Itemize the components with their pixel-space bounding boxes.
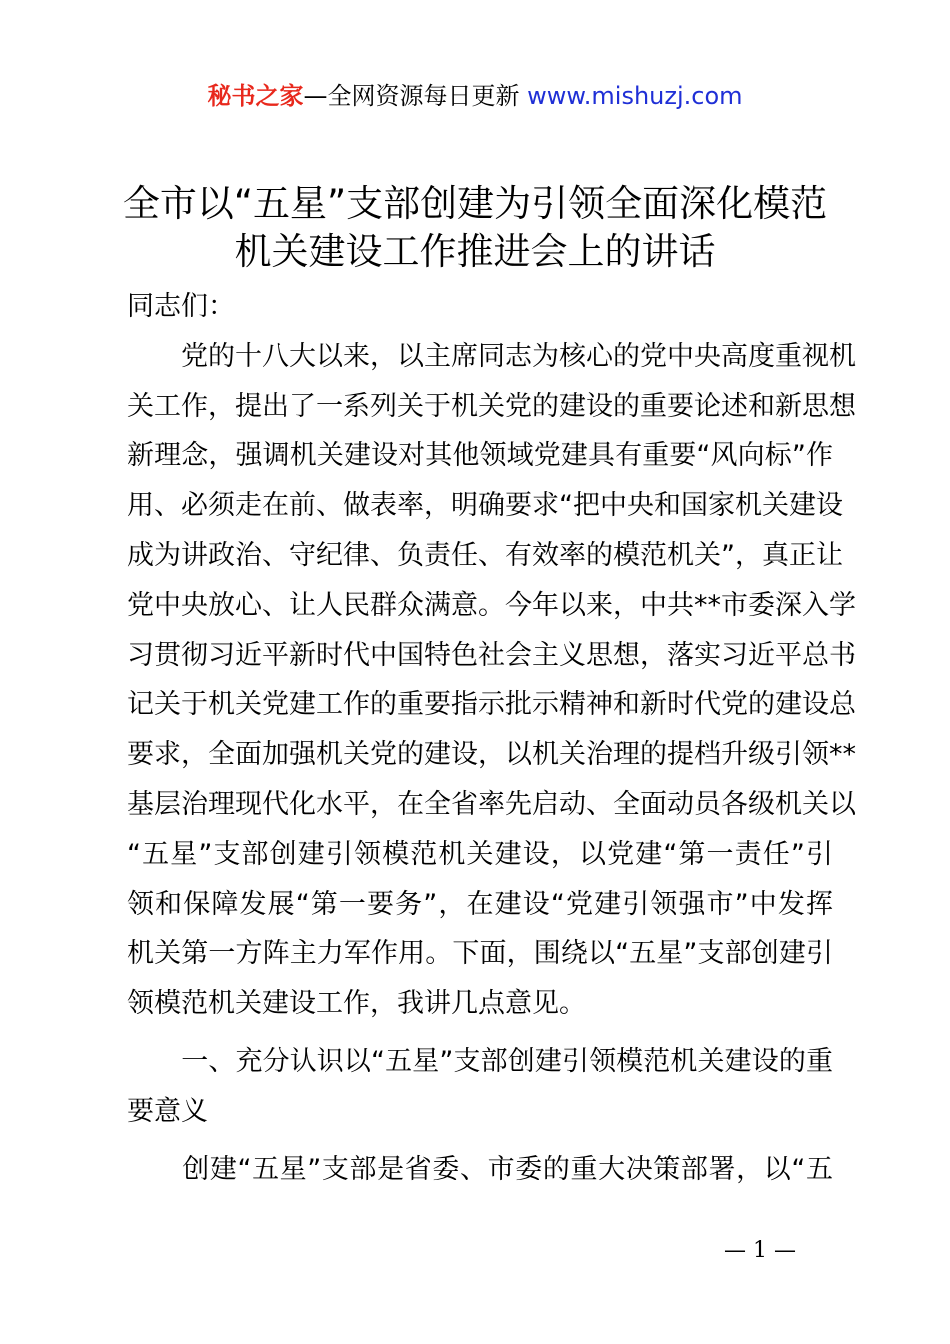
heading-line: 一、充分认识以“五星”支部创建引领模范机关建设的重	[127, 1045, 833, 1077]
paragraph-line: 机关第一方阵主力军作用。下面，围绕以“五星”支部创建引	[127, 938, 833, 970]
paragraph-spacer	[127, 1137, 833, 1145]
paragraph-line: 领模范机关建设工作，我讲几点意见。	[127, 988, 586, 1020]
heading-line: 要意义	[127, 1095, 208, 1127]
paragraph-1	[127, 332, 856, 1029]
site-header	[0, 80, 950, 112]
paragraph-line: 党中央放心、让人民群众满意。今年以来，中共**市委深入学	[127, 589, 856, 621]
document-title	[100, 180, 850, 276]
paragraph-line: 新理念，强调机关建设对其他领域党建具有重要“风向标”作	[127, 440, 833, 472]
title-line-2: 机关建设工作推进会上的讲话	[234, 230, 716, 273]
paragraph-line: 用、必须走在前、做表率，明确要求“把中央和国家机关建设	[127, 490, 843, 522]
paragraph-line: 记关于机关党建工作的重要指示批示精神和新时代党的建设总	[127, 689, 856, 721]
paragraph-spacer	[127, 1029, 833, 1037]
paragraph-line: “五星”支部创建引领模范机关建设，以党建“第一责任”引	[127, 838, 833, 870]
paragraph-line: 关工作，提出了一系列关于机关党的建设的重要论述和新思想	[127, 390, 856, 422]
page-number: — 1 —	[724, 1238, 796, 1263]
title-line-1: 全市以“五星”支部创建为引领全面深化模范	[122, 182, 828, 225]
document-body	[127, 282, 856, 1194]
paragraph-2	[127, 1145, 833, 1195]
paragraph-line: 领和保障发展“第一要务”，在建设“党建引领强市”中发挥	[127, 888, 833, 920]
brand-name: 秘书之家	[207, 82, 304, 110]
paragraph-line: 要求，全面加强机关党的建设，以机关治理的提档升级引领**	[127, 739, 856, 771]
section-1-heading	[127, 1037, 833, 1137]
salutation: 同志们：	[127, 291, 235, 322]
paragraph-line: 习贯彻习近平新时代中国特色社会主义思想，落实习近平总书	[127, 639, 856, 671]
paragraph-line: 基层治理现代化水平，在全省率先启动、全面动员各级机关以	[127, 788, 856, 820]
site-url-link[interactable]: www.mishuzj.com	[527, 82, 743, 110]
header-tagline: —全网资源每日更新	[303, 82, 528, 110]
paragraph-line: 党的十八大以来，以主席同志为核心的党中央高度重视机	[127, 340, 856, 372]
paragraph-line: 成为讲政治、守纪律、负责任、有效率的模范机关”，真正让	[127, 539, 843, 571]
paragraph-line: 创建“五星”支部是省委、市委的重大决策部署，以“五	[127, 1153, 833, 1185]
